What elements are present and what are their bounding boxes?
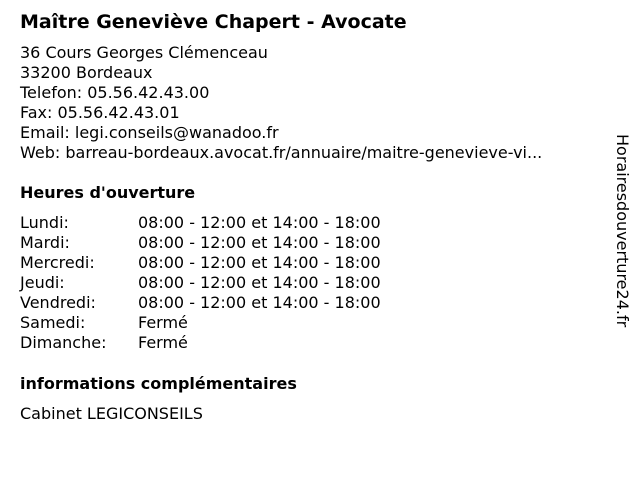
- address-line-2: 33200 Bordeaux: [20, 63, 153, 82]
- day-label: Mardi:: [20, 233, 70, 252]
- web-line[interactable]: Web: barreau-bordeaux.avocat.fr/annuaire/maitre-genevieve-vi...: [20, 143, 543, 162]
- day-label: Jeudi:: [20, 273, 65, 292]
- day-label: Samedi:: [20, 313, 86, 332]
- day-label: Dimanche:: [20, 333, 107, 352]
- hours-heading: Heures d'ouverture: [20, 183, 196, 202]
- day-label: Mercredi:: [20, 253, 95, 272]
- time-value: 08:00 - 12:00 et 14:00 - 18:00: [138, 273, 381, 292]
- time-value: 08:00 - 12:00 et 14:00 - 18:00: [138, 213, 381, 232]
- email-line[interactable]: Email: legi.conseils@wanadoo.fr: [20, 123, 279, 142]
- fax-line: Fax: 05.56.42.43.01: [20, 103, 180, 122]
- contact-block: [20, 43, 542, 163]
- info-heading: informations complémentaires: [20, 374, 297, 393]
- time-value: Fermé: [138, 313, 188, 332]
- address-line-1: 36 Cours Georges Clémenceau: [20, 43, 268, 62]
- info-text: Cabinet LEGICONSEILS: [20, 404, 203, 423]
- time-value: Fermé: [138, 333, 188, 352]
- time-value: 08:00 - 12:00 et 14:00 - 18:00: [138, 253, 381, 272]
- day-label: Lundi:: [20, 213, 69, 232]
- time-value: 08:00 - 12:00 et 14:00 - 18:00: [138, 233, 381, 252]
- site-watermark: Horairesdouverture24.fr: [613, 134, 632, 328]
- page-title: Maître Geneviève Chapert - Avocate: [20, 11, 407, 33]
- time-value: 08:00 - 12:00 et 14:00 - 18:00: [138, 293, 381, 312]
- phone-line[interactable]: Telefon: 05.56.42.43.00: [20, 83, 210, 102]
- day-label: Vendredi:: [20, 293, 96, 312]
